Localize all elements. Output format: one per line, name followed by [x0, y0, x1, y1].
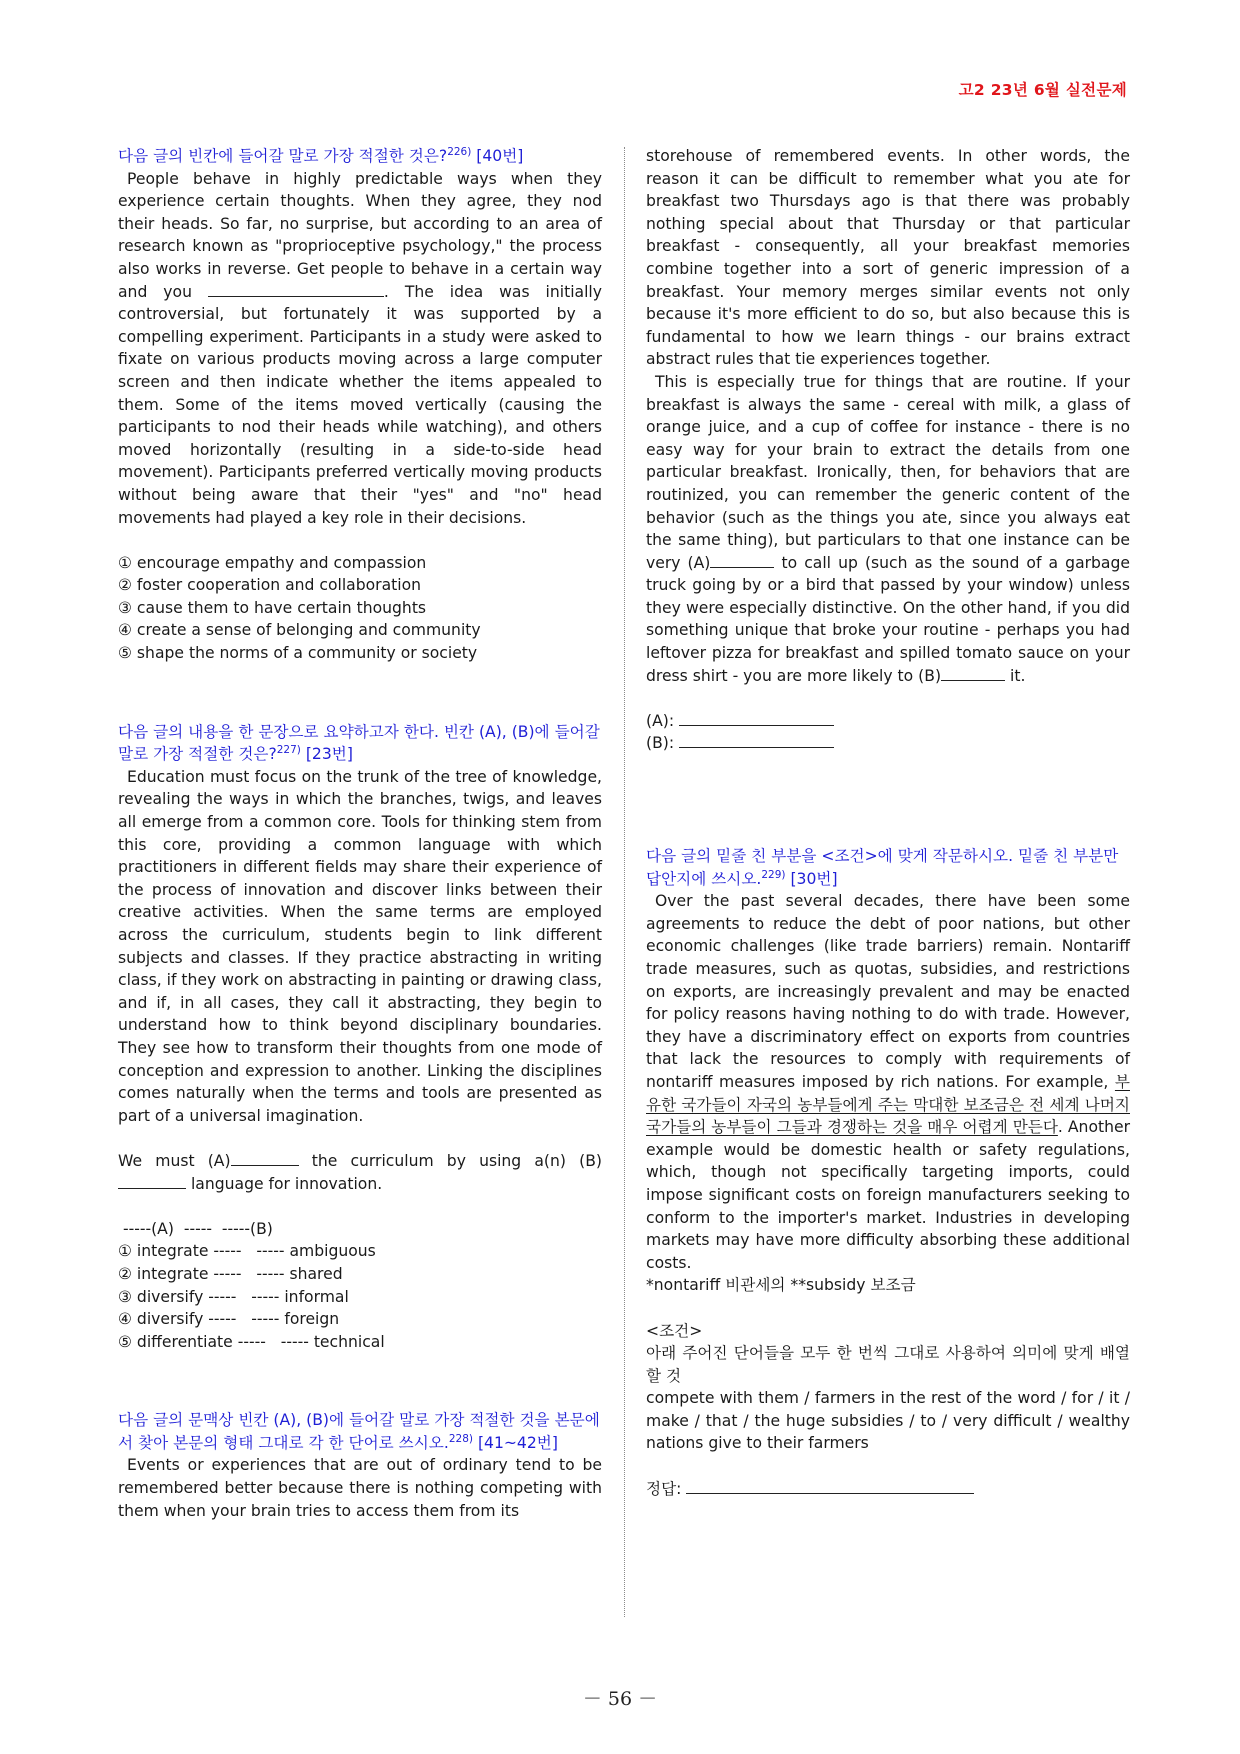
- answer-blank: [208, 281, 384, 297]
- option-4[interactable]: ④ diversify ----- ----- foreign: [118, 1310, 340, 1329]
- passage-text: Events or experiences that are out of ordinary tend to be remembered better because there is nothing competing with them when your brain tries to access them from its: [118, 1456, 602, 1520]
- option-1[interactable]: ① encourage empathy and compassion: [118, 553, 427, 572]
- footnote: *nontariff 비관세의 **subsidy 보조금: [646, 1276, 916, 1295]
- option-5[interactable]: ⑤ differentiate ----- ----- technical: [118, 1332, 385, 1351]
- answer-options: [118, 1240, 602, 1353]
- page-number: － 56 －: [582, 1688, 658, 1710]
- answer-line-b: (B):: [646, 732, 1130, 755]
- word-list: compete with them / farmers in the rest of the word / for / it / make / that / the huge subsidies / to / very difficult / wealthy nations give to their farmers: [646, 1389, 1130, 1453]
- answer-blank-a[interactable]: [679, 710, 834, 726]
- question-prompt: 다음 글의 문맥상 빈칸 (A), (B)에 들어갈 말로 가장 적절한 것을 본문에서 찾아 본문의 형태 그대로 각 한 단어로 쓰시오.$^{228)}$ [41~42번]: [118, 1411, 600, 1452]
- condition-title: <조건>: [646, 1321, 703, 1340]
- question-227: [118, 721, 602, 1354]
- option-2[interactable]: ② integrate ----- ----- shared: [118, 1264, 343, 1283]
- option-2[interactable]: ② foster cooperation and collaboration: [118, 576, 422, 595]
- passage-text: Over the past several decades, there have been some agreements to reduce the debt of poor nations, but other economic challenges (like trade barriers) remain. Nontariff trade measures, such as quotas, subsidies, and restrictions on exports, are increasingly prevalent and may be enacted for policy reasons having nothing to do with trade. However, they have a discriminatory effect on exports from countries that lack the resources to comply with requirements of nontariff measures imposed by rich nations. For example, 부유한 국가들이 자국의 농부들에게 주는 막대한 보조금은 전 세계 나머지 국가들의 농부들이 그들과 경쟁하는 것을 매우 어렵게 만든다. Another example would be domestic health or safety regulations, which, though not specifically targeting imports, could impose significant costs on foreign manufacturers seeking to conform to the importer's market. Industries in developing markets may have more difficulty absorbing these additional costs.: [646, 892, 1130, 1272]
- answer-blank-b[interactable]: [679, 732, 834, 748]
- answer-line: 정답:: [646, 1478, 1130, 1501]
- passage-text: storehouse of remembered events. In other words, the reason it can be difficult to remember what you ate for breakfast two Thursdays ago is that there was probably nothing special about that Thursday or that particular breakfast - consequently, all your breakfast memories combine together into a sort of generic impression of a breakfast. Your memory merges similar events not only because it's more efficient to do so, but also because this is fundamental to how we learn things - our brains extract abstract rules that tie experiences together.: [646, 147, 1130, 369]
- question-prompt: 다음 글의 내용을 한 문장으로 요약하고자 한다. 빈칸 (A), (B)에 들어갈 말로 가장 적절한 것은?$^{227)}$ [23번]: [118, 722, 600, 764]
- blank-b: [941, 665, 1005, 681]
- blank-b: [118, 1173, 186, 1189]
- blank-a: [710, 552, 774, 568]
- page-header-title: 고2 23년 6월 실전문제: [958, 81, 1127, 99]
- blank-a: [231, 1150, 299, 1166]
- question-229: [646, 845, 1130, 1500]
- question-228: [118, 1409, 602, 1522]
- passage-text: People behave in highly predictable ways when they experience certain thoughts. When they agree, they nod their heads. So far, no surprise, but according to an area of research known as "proprioceptive psychology," the process also works in reverse. Get people to behave in a certain way and you . The idea was initially controversial, but fortunately it was supported by a compelling experiment. Participants in a study were asked to fixate on various products moving across a large computer screen and then indicate whether the items appealed to them. Some of the items moved vertically (causing the participants to nod their heads while watching), and others moved horizontally (resulting in a side-to-side head movement). Participants preferred vertically moving products without being aware that their "yes" and "no" head movements had played a key role in their decisions.: [118, 169, 602, 527]
- summary-sentence: We must (A) the curriculum by using a(n) (B) language for innovation.: [118, 1151, 602, 1193]
- option-3[interactable]: ③ diversify ----- ----- informal: [118, 1287, 349, 1306]
- answer-blank[interactable]: [686, 1478, 974, 1494]
- right-column: [646, 145, 1130, 1500]
- condition-text: 아래 주어진 단어들을 모두 한 번씩 그대로 사용하여 의미에 맞게 배열할 것: [646, 1344, 1130, 1385]
- question-226: [118, 145, 602, 665]
- column-divider: [624, 147, 625, 1617]
- passage-text: Education must focus on the trunk of the tree of knowledge, revealing the ways in which the branches, twigs, and leaves all emerge from a common core. Tools for thinking stem from this core, providing a common language with which practitioners in different fields may share their experience of the process of innovation and discover links between their creative activities. When the same terms are employed across the curriculum, students begin to link different subjects and classes. If they practice abstracting in writing class, if they work on abstracting in painting or drawing class, and if, in all cases, they call it abstracting, they begin to understand how to think beyond disciplinary boundaries. They see how to transform their thoughts from one mode of conception and expression to another. Linking the disciplines comes naturally when the terms and tools are presented as part of a universal imagination.: [118, 767, 602, 1125]
- option-header: -----(A) ----- -----(B): [118, 1219, 273, 1238]
- question-228-continued: [646, 145, 1130, 755]
- option-4[interactable]: ④ create a sense of belonging and community: [118, 621, 481, 640]
- question-prompt: 다음 글의 빈칸에 들어갈 말로 가장 적절한 것은?$^{226)}$ [40번]: [118, 145, 524, 165]
- option-3[interactable]: ③ cause them to have certain thoughts: [118, 598, 427, 617]
- left-column: [118, 145, 602, 1522]
- option-1[interactable]: ① integrate ----- ----- ambiguous: [118, 1242, 376, 1261]
- question-prompt: 다음 글의 밑줄 친 부분을 <조건>에 맞게 작문하시오. 밑줄 친 부분만 답안지에 쓰시오.$^{229)}$ [30번]: [646, 847, 1119, 888]
- answer-options: [118, 552, 602, 665]
- underlined-sentence: 부유한 국가들이 자국의 농부들에게 주는 막대한 보조금은 전 세계 나머지 국가들의 농부들이 그들과 경쟁하는 것을 매우 어렵게 만든다: [646, 1072, 1130, 1137]
- passage-text-paragraph-2: This is especially true for things that are routine. If your breakfast is always the same - cereal with milk, a glass of orange juice, and a cup of coffee for instance - there is no easy way for your brain to extract the details from one particular breakfast. Ironically, then, for behaviors that are routinized, you can remember the generic content of the behavior (such as the things you ate, since you always eat the same thing), but particulars to that one instance can be very (A) to call up (such as the sound of a garbage truck going by or a bird that passed by your window) unless they were especially distinctive. On the other hand, if you did something unique that broke your routine - perhaps you had leftover pizza for breakfast and spilled tomato sauce on your dress shirt - you are more likely to (B) it.: [646, 372, 1130, 685]
- answer-line-a: (A):: [646, 710, 1130, 733]
- option-5[interactable]: ⑤ shape the norms of a community or society: [118, 644, 478, 663]
